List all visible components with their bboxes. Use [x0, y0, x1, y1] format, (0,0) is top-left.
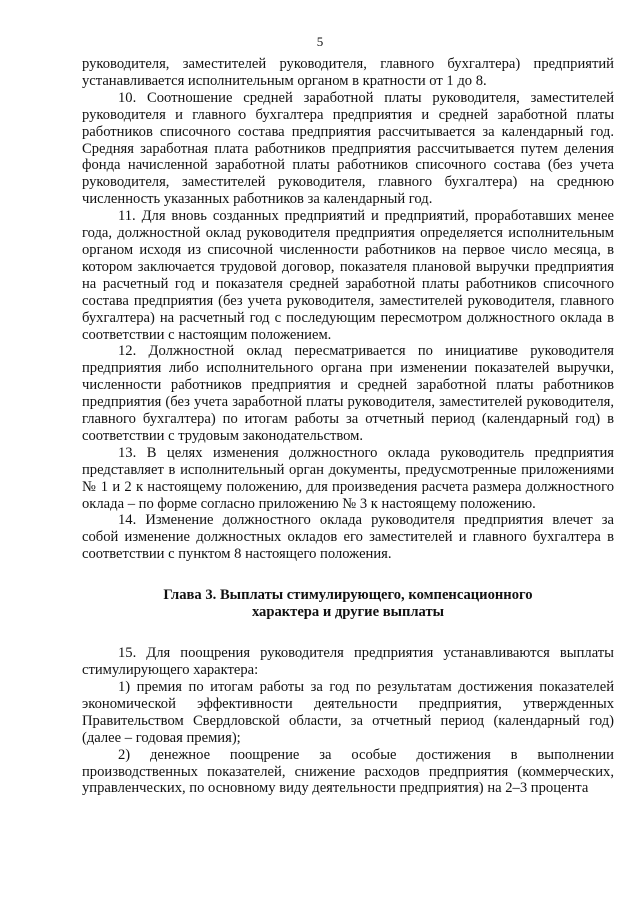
paragraph-13: 13. В целях изменения должностного оклада руководитель предприятия представляет в исполнительный орган документы, предусмотренные приложениями № 1 и 2 к настоящему положению, для произведения расчета размера должностного оклада – по форме согласно приложению № 3 к настоящему положению. [82, 444, 614, 512]
paragraph-10: 10. Соотношение средней заработной платы руководителя, заместителей руководителя и главного бухгалтера предприятия и средней заработной платы работников списочного состава предприятия рассчитывается за календарный год. Средняя заработная плата работников предприятия рассчитывается путем деления фонда начисленной заработной платы работников списочного состава (без учета руководителя, заместителей руководителя, главного бухгалтера) на среднюю численность указанных работников за календарный год. [82, 89, 614, 208]
list-item-2: 2) денежное поощрение за особые достижения в выполнении производственных показателей, снижение расходов предприятия (коммерческих, управленческих, по основному виду деятельности предприятия) на 2–3 процента [82, 746, 614, 797]
paragraph-11: 11. Для вновь созданных предприятий и предприятий, проработавших менее года, должностной оклад руководителя предприятия определяется исполнительным органом исходя из списочной численности работников на первое число месяца, в котором заключается трудовой договор, показателя плановой выручки предприятия на расчетный год и показателя средней заработной платы работников списочного состава предприятия (без учета руководителя, заместителей руководителя, главного бухгалтера) на расчетный год с последующим пересмотром должностного оклада в соответствии с настоящим положением. [82, 208, 614, 343]
paragraph-15: 15. Для поощрения руководителя предприятия устанавливаются выплаты стимулирующего характера: [82, 645, 614, 679]
paragraph-12: 12. Должностной оклад пересматривается по инициативе руководителя предприятия либо исполнительного органа при изменении показателей выручки, численности работников предприятия и средней заработной платы работников предприятия (без учета заработной платы руководителя, заместителей руководителя, главного бухгалтера) по итогам работы за отчетный период (календарный год) в соответствии с трудовым законодательством. [82, 343, 614, 444]
document-body [82, 56, 614, 797]
list-item-1: 1) премия по итогам работы за год по результатам достижения показателей экономической эффективности деятельности предприятия, утвержденных Правительством Свердловской области, за отчетный период (календарный год) (далее – годовая премия); [82, 679, 614, 746]
chapter-title-line2: характера и другие выплаты [251, 604, 445, 621]
chapter-heading [82, 587, 614, 621]
paragraph-continuation: руководителя, заместителей руководителя, главного бухгалтера) предприятий устанавливается исполнительным органом в кратности от 1 до 8. [82, 56, 614, 89]
chapter-title-line1: Глава 3. Выплаты стимулирующего, компенсационного [163, 587, 533, 604]
page-number: 5 [316, 34, 324, 49]
paragraph-14: 14. Изменение должностного оклада руководителя предприятия влечет за собой изменение должностных окладов его заместителей и главного бухгалтера в соответствии с пунктом 8 настоящего положения. [82, 512, 614, 563]
